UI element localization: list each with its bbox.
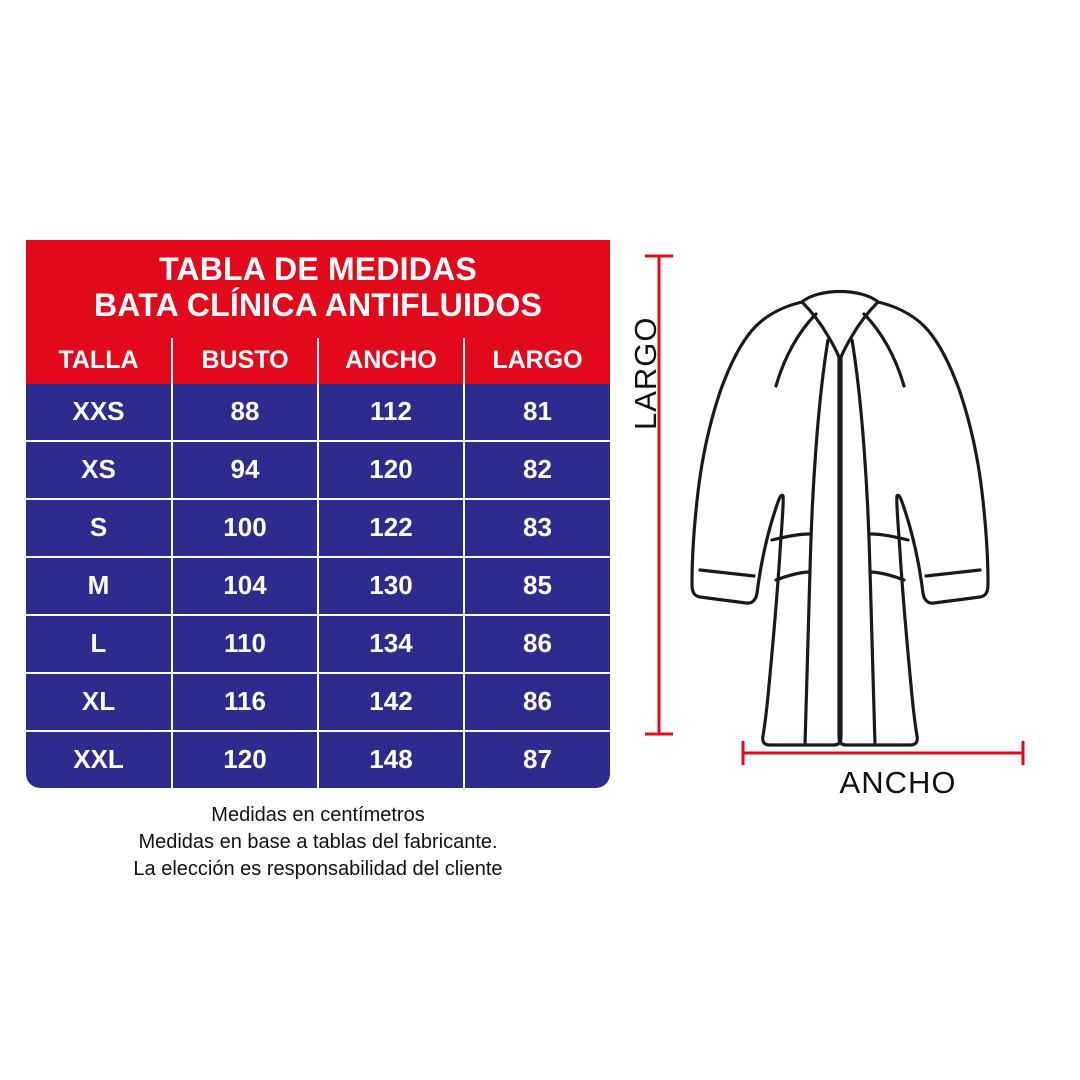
cell-busto: 110 xyxy=(172,615,318,673)
column-header-largo: LARGO xyxy=(464,338,610,384)
cell-talla: S xyxy=(26,499,172,557)
cell-ancho: 120 xyxy=(318,441,464,499)
table-row xyxy=(26,441,610,499)
cell-largo: 87 xyxy=(464,731,610,788)
cell-largo: 81 xyxy=(464,384,610,441)
page-title xyxy=(26,240,610,338)
table-row xyxy=(26,499,610,557)
table-row xyxy=(26,384,610,441)
cell-talla: XXS xyxy=(26,384,172,441)
table-row xyxy=(26,731,610,788)
cell-talla: M xyxy=(26,557,172,615)
column-header-busto: BUSTO xyxy=(172,338,318,384)
cell-largo: 82 xyxy=(464,441,610,499)
note-line-2: Medidas en base a tablas del fabricante. xyxy=(138,830,498,853)
cell-ancho: 142 xyxy=(318,673,464,731)
table-row xyxy=(26,673,610,731)
cell-ancho: 134 xyxy=(318,615,464,673)
title-line-1: TABLA DE MEDIDAS xyxy=(159,251,477,287)
cell-busto: 100 xyxy=(172,499,318,557)
cell-busto: 88 xyxy=(172,384,318,441)
cell-ancho: 112 xyxy=(318,384,464,441)
ancho-label: ANCHO xyxy=(839,765,957,800)
garment-illustration xyxy=(620,240,1060,820)
cell-talla: L xyxy=(26,615,172,673)
note-line-3: La elección es responsabilidad del cliente xyxy=(133,857,503,880)
cell-ancho: 130 xyxy=(318,557,464,615)
column-header-ancho: ANCHO xyxy=(318,338,464,384)
cell-largo: 83 xyxy=(464,499,610,557)
largo-label: LARGO xyxy=(628,316,663,430)
title-line-2: BATA CLÍNICA ANTIFLUIDOS xyxy=(93,286,542,323)
table-header-row xyxy=(26,338,610,384)
table-row xyxy=(26,557,610,615)
cell-ancho: 122 xyxy=(318,499,464,557)
cell-busto: 120 xyxy=(172,731,318,788)
cell-talla: XS xyxy=(26,441,172,499)
measurements-table xyxy=(26,338,610,788)
column-header-talla: TALLA xyxy=(26,338,172,384)
cell-ancho: 148 xyxy=(318,731,464,788)
cell-largo: 86 xyxy=(464,673,610,731)
lab-coat-icon xyxy=(620,240,1060,820)
cell-largo: 86 xyxy=(464,615,610,673)
cell-busto: 116 xyxy=(172,673,318,731)
cell-busto: 104 xyxy=(172,557,318,615)
ancho-measure-bracket xyxy=(738,738,1028,768)
table-notes xyxy=(26,802,610,883)
note-line-1: Medidas en centímetros xyxy=(211,803,425,826)
cell-largo: 85 xyxy=(464,557,610,615)
cell-busto: 94 xyxy=(172,441,318,499)
table-row xyxy=(26,615,610,673)
cell-talla: XL xyxy=(26,673,172,731)
size-table-panel xyxy=(26,240,610,883)
cell-talla: XXL xyxy=(26,731,172,788)
